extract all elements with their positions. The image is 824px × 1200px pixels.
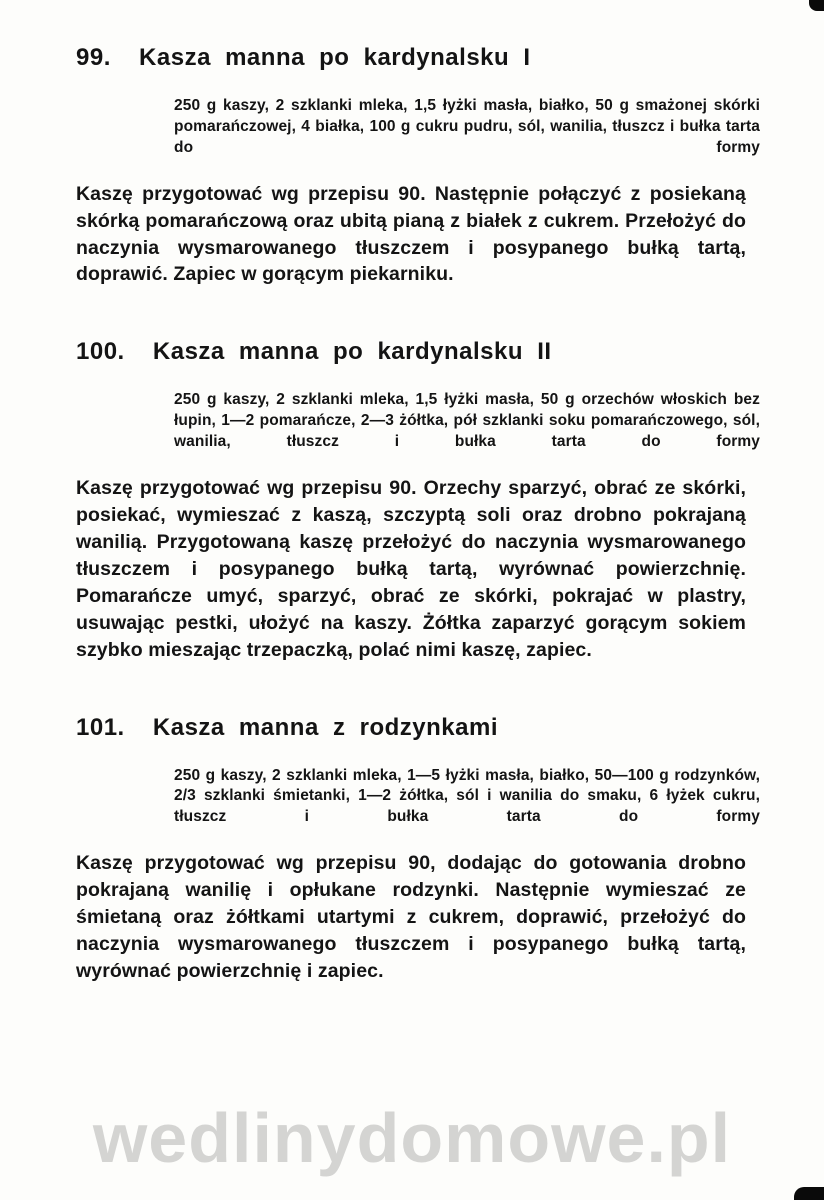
recipe-title: Kasza manna po kardynalsku II (152, 338, 552, 366)
recipe-99 (76, 44, 760, 288)
recipe-title: Kasza manna z rodzynkami (152, 713, 498, 741)
recipe-number: 100. (76, 338, 125, 366)
recipe-number: 99. (76, 44, 111, 71)
instructions-paragraph: Kaszę przygotować wg przepisu 90. Orzechy sparzyć, obrać ze skórki, posiekać, wymieszać z kaszą, szczyptą soli oraz drobno pokrajaną wanilią. Przygotowaną kaszę przełożyć do naczynia wysmarowanego tłuszczem i posypanego bułką tartą, wyrównać powierzchnię. Pomarańcze umyć, sparzyć, obrać ze skórki, pokrajać w plastry, usuwając pestki, ułożyć na kaszy. Żółtka zaparzyć gorącym sokiem szybko mieszając trzepaczką, polać nimi kaszę, zapiec. (76, 477, 746, 661)
ingredients-paragraph: 250 g kaszy, 2 szklanki mleka, 1,5 łyżki masła, białko, 50 g smażonej skórki pomarańczowej, 4 białka, 100 g cukru pudru, sól, wanilia, tłuszcz i bułka tarta do formy (174, 97, 760, 156)
recipe-title: Kasza manna po kardynalsku I (139, 44, 531, 71)
recipe-101 (76, 713, 760, 985)
recipe-100 (76, 338, 760, 663)
watermark: wedlinydomowe.pl (92, 1099, 732, 1177)
ingredients-paragraph: 250 g kaszy, 2 szklanki mleka, 1—5 łyżki masła, białko, 50—100 g rodzynków, 2/3 szklanki śmietanki, 1—2 żółtka, sól i wanilia do smaku, 6 łyżek cukru, tłuszcz i bułka tarta do formy (174, 766, 760, 826)
instructions-paragraph: Kaszę przygotować wg przepisu 90. Następnie połączyć z posiekaną skórką pomarańczową oraz ubitą pianą z białek z cukrem. Przełożyć do naczynia wysmarowanego tłuszczem i posypanego bułką tartą, doprawić. Zapiec w gorącym piekarniku. (76, 182, 746, 286)
ingredients-paragraph: 250 g kaszy, 2 szklanki mleka, 1,5 łyżki masła, 50 g orzechów włoskich bez łupin, 1—2 pomarańcze, 2—3 żółtka, pół szklanki soku pomarańczowego, sól, wanilia, tłuszcz i bułka tarta do formy (174, 391, 760, 451)
recipe-heading (76, 338, 746, 366)
recipe-heading (76, 714, 746, 742)
recipe-heading (76, 44, 746, 72)
instructions-paragraph: Kaszę przygotować wg przepisu 90, dodając do gotowania drobno pokrajaną wanilię i opłukane rodzynki. Następnie wymieszać ze śmietaną oraz żółtkami utartymi z cukrem, doprawić, przełożyć do naczynia wysmarowanego tłuszczem i posypanego bułką tartą, wyrównać powierzchnię i zapiec. (76, 852, 746, 982)
scan-artifact-bottom-right (794, 1187, 824, 1200)
scan-artifact-top-right (809, 0, 824, 11)
recipe-number: 101. (76, 713, 125, 741)
